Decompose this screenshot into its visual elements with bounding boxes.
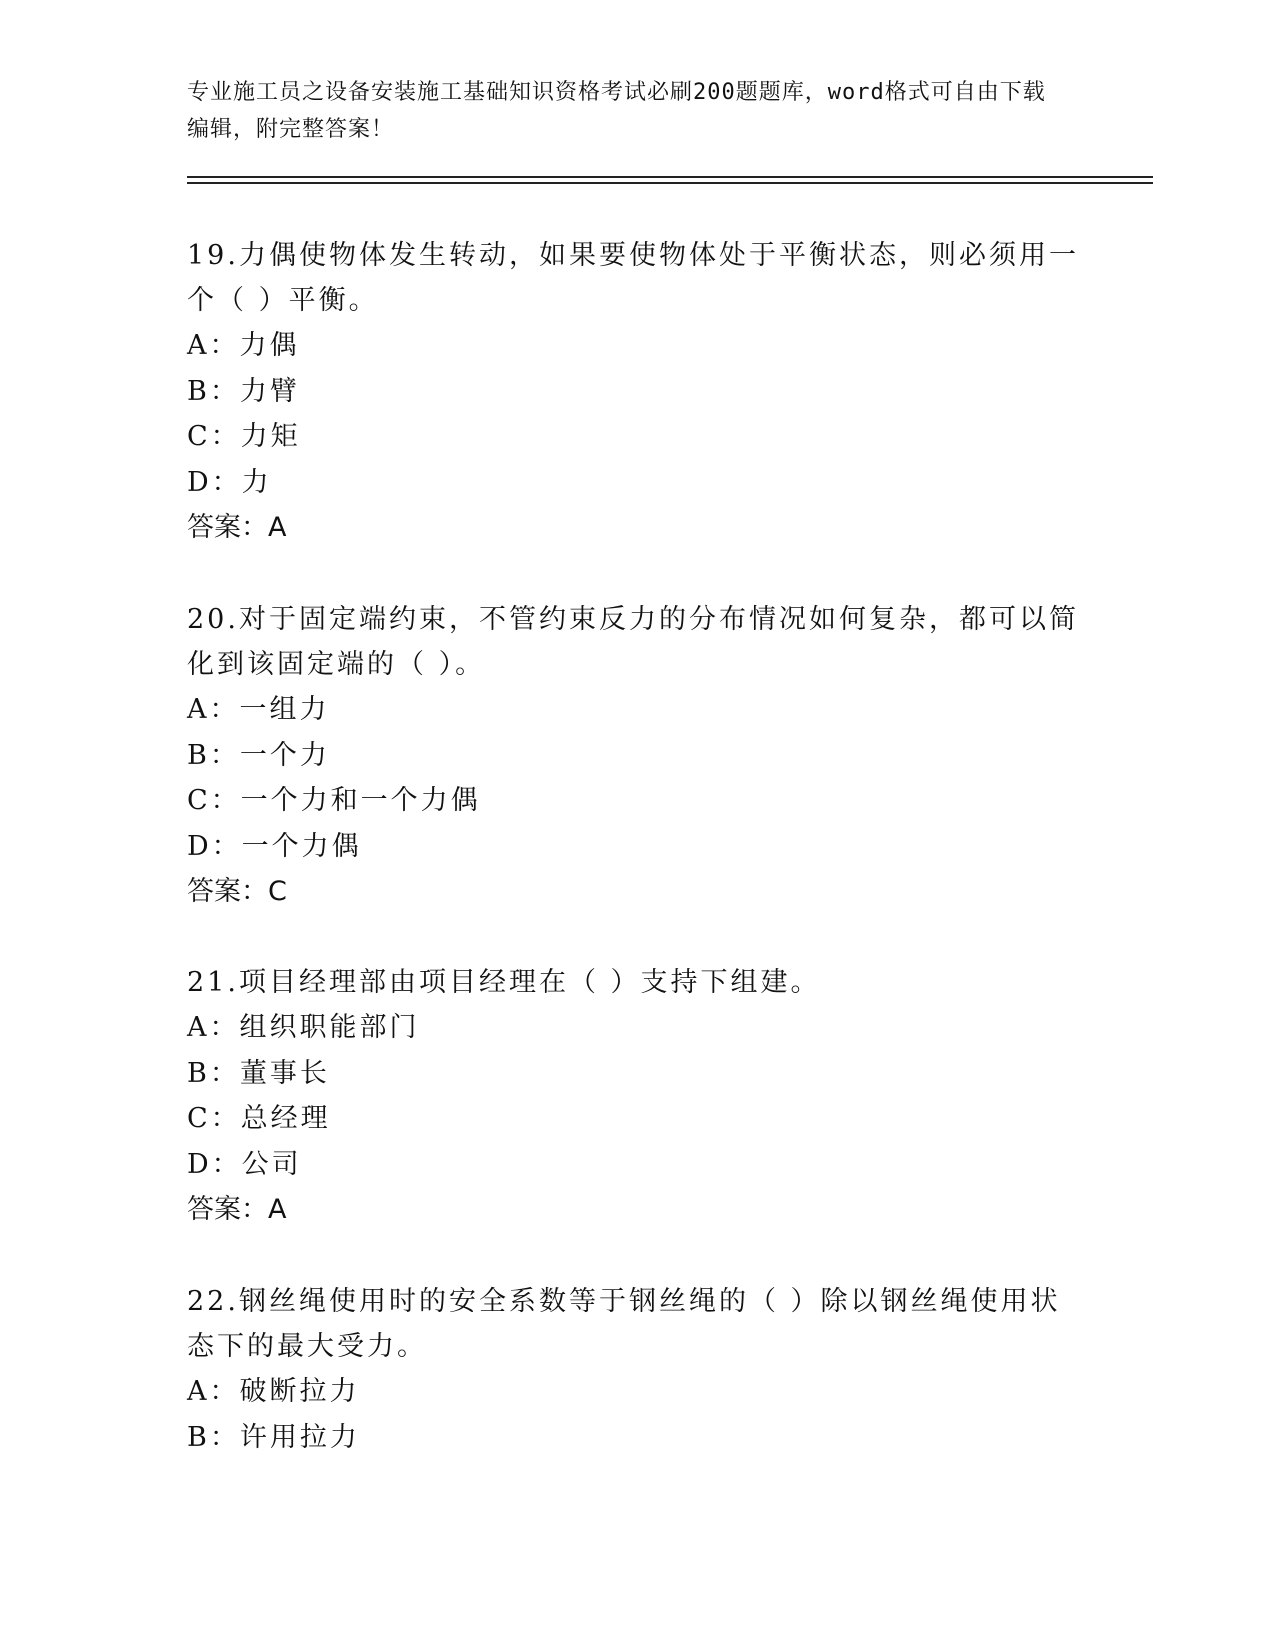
- question-stem: 20.对于固定端约束，不管约束反力的分布情况如何复杂，都可以简化到该固定端的（ ）。: [187, 604, 1079, 680]
- answer: 答案：C: [187, 876, 287, 907]
- option-d: D：力: [187, 466, 272, 498]
- document-header: 专业施工员之设备安装施工基础知识资格考试必刷200题题库，word格式可自由下载编辑，附完整答案！: [187, 80, 1046, 142]
- question-stem: 19.力偶使物体发生转动，如果要使物体处于平衡状态，则必须用一个（ ）平衡。: [187, 240, 1079, 316]
- question-19: [187, 233, 1087, 551]
- option-b: B：力臂: [187, 375, 300, 407]
- option-b: B：一个力: [187, 739, 330, 771]
- header-divider-top: [187, 176, 1153, 178]
- question-21: [187, 960, 1087, 1233]
- option-a: A：组织职能部门: [187, 1012, 420, 1043]
- question-stem: 22.钢丝绳使用时的安全系数等于钢丝绳的（ ）除以钢丝绳使用状态下的最大受力。: [187, 1286, 1061, 1362]
- answer: 答案：A: [187, 512, 287, 543]
- option-c: C：总经理: [187, 1103, 331, 1134]
- option-a: A：破断拉力: [187, 1376, 360, 1407]
- answer: 答案：A: [187, 1194, 287, 1225]
- option-d: D：一个力偶: [187, 830, 362, 862]
- header-divider-bottom: [187, 182, 1153, 184]
- question-stem: 21.项目经理部由项目经理在（ ）支持下组建。: [187, 967, 821, 998]
- question-20: [187, 597, 1087, 915]
- option-a: A：一组力: [187, 694, 330, 725]
- question-22: [187, 1279, 1087, 1460]
- option-c: C：力矩: [187, 421, 301, 452]
- option-b: B：许用拉力: [187, 1421, 360, 1453]
- option-d: D：公司: [187, 1148, 302, 1180]
- option-c: C：一个力和一个力偶: [187, 785, 481, 816]
- option-b: B：董事长: [187, 1057, 330, 1089]
- option-a: A：力偶: [187, 330, 300, 361]
